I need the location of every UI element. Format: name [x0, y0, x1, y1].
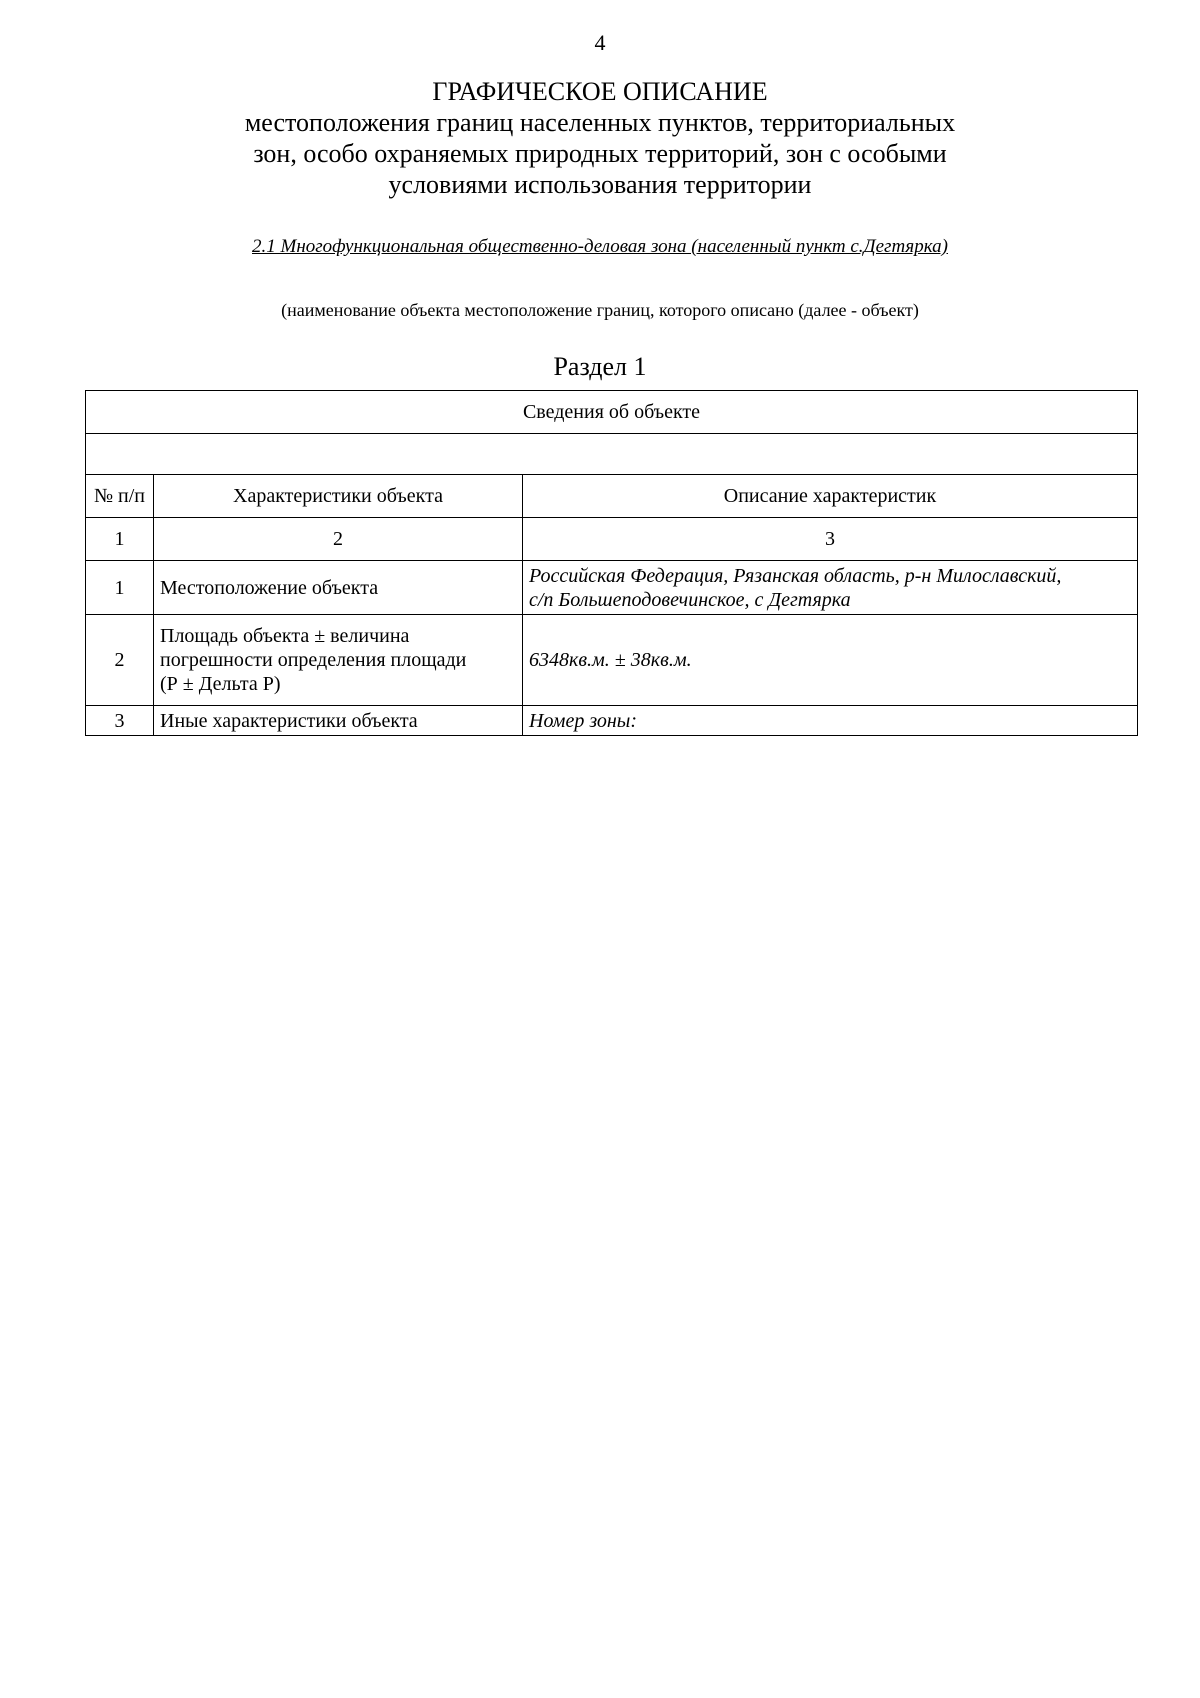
header-num: № п/п [86, 475, 154, 518]
table-empty-row [86, 434, 1138, 475]
page-number: 4 [594, 30, 606, 55]
section-title: Раздел 1 [553, 352, 647, 381]
row-num: 1 [86, 561, 154, 615]
row-characteristic: Местоположение объекта [154, 561, 523, 615]
object-caption: (наименование объекта местоположение границ, которого описано (далее - объект) [281, 300, 919, 320]
title-line-3: зон, особо охраняемых природных территорий, зон с особыми [253, 139, 947, 168]
table-empty-cell [86, 434, 1138, 475]
characteristic-line: Площадь объекта ± величина [160, 625, 410, 647]
row-characteristic: Иные характеристики объекта [154, 706, 523, 736]
row-num: 2 [86, 615, 154, 706]
table-header-row [86, 475, 1138, 518]
table-row [86, 615, 1138, 706]
title-line-4: условиями использования территории [388, 170, 812, 199]
column-number: 1 [86, 518, 154, 561]
table-caption: Сведения об объекте [86, 391, 1138, 434]
title-line-1: ГРАФИЧЕСКОЕ ОПИСАНИЕ [432, 77, 768, 106]
description-line: с/п Большеподовечинское, с Дегтярка [529, 588, 851, 611]
row-description: 6348кв.м. ± 38кв.м. [523, 615, 1138, 706]
table-column-numbers-row [86, 518, 1138, 561]
table-caption-row [86, 391, 1138, 434]
characteristic-line: (Р ± Дельта Р) [160, 673, 281, 695]
header-description: Описание характеристик [523, 475, 1138, 518]
row-description [523, 561, 1138, 615]
row-description: Номер зоны: [523, 706, 1138, 736]
header-characteristics: Характеристики объекта [154, 475, 523, 518]
document-title [150, 76, 1050, 200]
description-line: Российская Федерация, Рязанская область, р-н Милославский, [529, 564, 1062, 587]
table-row [86, 561, 1138, 615]
row-characteristic [154, 615, 523, 706]
column-number: 3 [523, 518, 1138, 561]
characteristic-line: погрешности определения площади [160, 649, 467, 671]
title-line-2: местоположения границ населенных пунктов, территориальных [244, 108, 956, 137]
object-name: 2.1 Многофункциональная общественно-деловая зона (населенный пункт с.Дегтярка) [252, 236, 948, 257]
column-number: 2 [154, 518, 523, 561]
table-row [86, 706, 1138, 736]
row-num: 3 [86, 706, 154, 736]
object-info-table [85, 390, 1138, 736]
